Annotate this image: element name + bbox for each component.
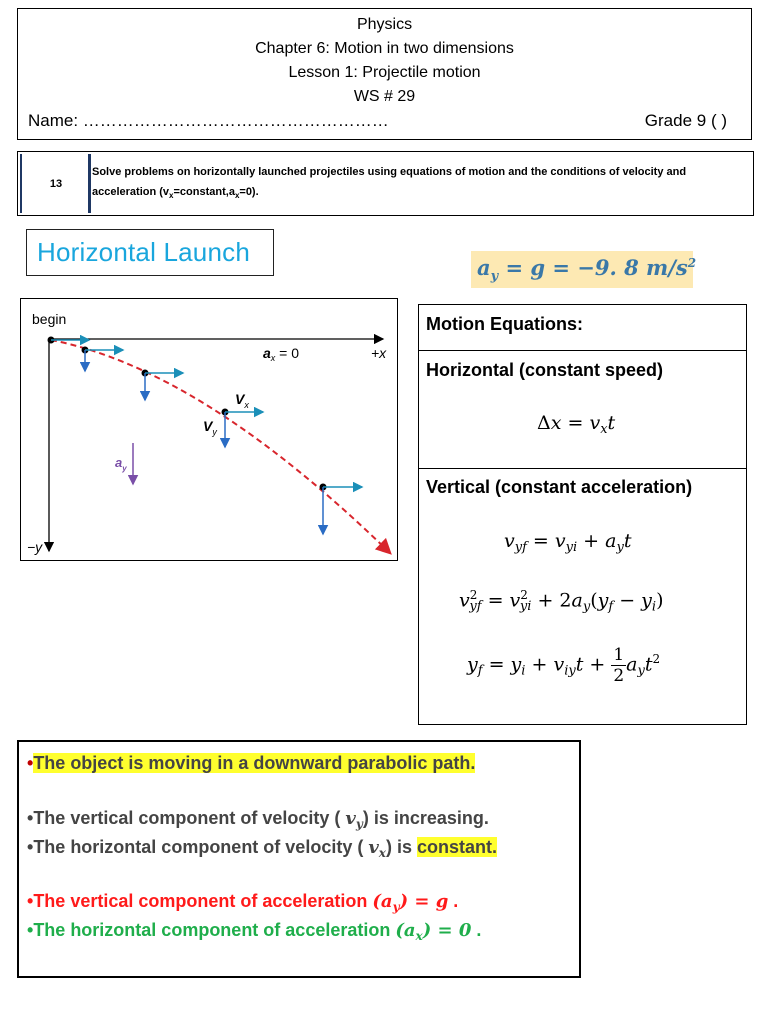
acceleration-formula-text <box>477 255 696 284</box>
vx-label: $V_x$ <box>235 391 249 410</box>
chapter-title: Chapter 6: Motion in two dimensions <box>255 40 514 57</box>
trajectory-path <box>51 340 389 552</box>
objective-divider <box>88 154 91 213</box>
objective-text <box>92 162 743 206</box>
objective-subscript: x <box>169 191 174 201</box>
formula-exponent: 2 <box>687 255 697 270</box>
math-subscript: y <box>392 900 400 914</box>
ax-label: $a_x = 0$ <box>263 345 300 363</box>
equations-divider <box>419 350 746 351</box>
objective-number: 13 <box>49 177 63 190</box>
objective-text-part: =constant,a <box>173 186 235 198</box>
horizontal-equation: $\Delta x = v_xt$ <box>537 412 616 437</box>
bullet: • <box>27 808 34 828</box>
bullet: • <box>27 753 34 773</box>
math-subscript: y <box>355 817 363 831</box>
vy-label: $V_y$ <box>203 418 217 437</box>
note-text: The vertical component of acceleration <box>33 891 373 911</box>
section-title: Horizontal Launch <box>37 237 250 267</box>
subject-title: Physics <box>356 16 413 33</box>
math-symbol: ) = g <box>399 891 449 912</box>
note-horizontal-velocity <box>27 837 497 860</box>
learning-objective <box>17 151 754 216</box>
formula-subscript: y <box>490 269 499 285</box>
vertical-header: Vertical (constant acceleration) <box>426 477 693 497</box>
vertical-velocity-squared-equation: $v^2_{yf} = v^2_{yi} + 2a_y(y_f - y_i)$ <box>459 588 664 615</box>
bullet: • <box>27 920 34 940</box>
worksheet-number: WS # 29 <box>353 88 416 105</box>
objective-subscript: x <box>234 191 240 201</box>
motion-equations-header: Motion Equations: <box>426 314 583 334</box>
acceleration-formula <box>471 251 697 288</box>
projectile-diagram-svg <box>21 299 396 559</box>
horizontal-header: Horizontal (constant speed) <box>426 360 664 380</box>
y-axis-label: −y <box>27 539 43 555</box>
equations-divider <box>419 468 746 469</box>
math-subscript: x <box>415 929 423 943</box>
bullet: • <box>27 837 34 857</box>
lesson-title: Lesson 1: Projectile motion <box>288 64 481 81</box>
section-title-box <box>26 229 274 276</box>
motion-equations-box <box>418 304 747 725</box>
bullet: • <box>27 891 34 911</box>
note-horizontal-acceleration <box>27 920 481 943</box>
note-vertical-acceleration <box>27 891 458 914</box>
formula-symbol: a <box>477 254 491 280</box>
x-axis-label: +x <box>371 345 387 361</box>
projectile-diagram <box>20 298 398 561</box>
math-symbol: v <box>368 837 379 858</box>
note-text: The horizontal component of velocity ( <box>33 837 369 857</box>
note-parabolic-path <box>27 753 475 774</box>
note-text: The object is moving in a downward parabolic path. <box>33 753 476 773</box>
vertical-position-equation: $y_f = y_i + v_{iy}t$ + $\frac{1}{2}$ $a_yt^2$ <box>467 645 661 686</box>
begin-label: begin <box>32 311 67 327</box>
note-text: ) is increasing. <box>362 808 489 828</box>
vertical-velocity-equation: $v_{yf} = v_{yi} + a_yt$ <box>504 530 632 555</box>
math-symbol: ) = 0 <box>422 920 472 941</box>
note-text: . <box>448 891 459 911</box>
objective-divider <box>20 154 22 213</box>
highlighted-word: constant. <box>416 837 497 857</box>
summary-notes-box <box>17 740 581 978</box>
objective-text-part: =0). <box>239 186 259 198</box>
worksheet-header <box>17 8 752 140</box>
math-symbol: v <box>345 808 356 829</box>
formula-rhs: = g = −9. 8 m/s <box>498 254 688 280</box>
math-symbol: (a <box>372 891 393 912</box>
note-text: The vertical component of velocity ( <box>33 808 346 828</box>
note-vertical-velocity <box>27 808 489 831</box>
name-field-label: Name: ……………………………………………… <box>28 111 389 130</box>
note-text: ) is <box>385 837 417 857</box>
objective-text-part: Solve problems on horizontally launched projectiles using equations of motion and the conditions of velocity and acceleration (v <box>92 166 687 198</box>
math-subscript: x <box>378 846 386 860</box>
note-text: The horizontal component of acceleration <box>33 920 396 940</box>
one-half-fraction: $\frac{1}{2}$ <box>613 645 625 686</box>
note-text: . <box>471 920 482 940</box>
math-symbol: (a <box>395 920 416 941</box>
ay-label: $a_y$ <box>115 455 127 473</box>
grade-field-label: Grade 9 ( ) <box>644 111 727 130</box>
